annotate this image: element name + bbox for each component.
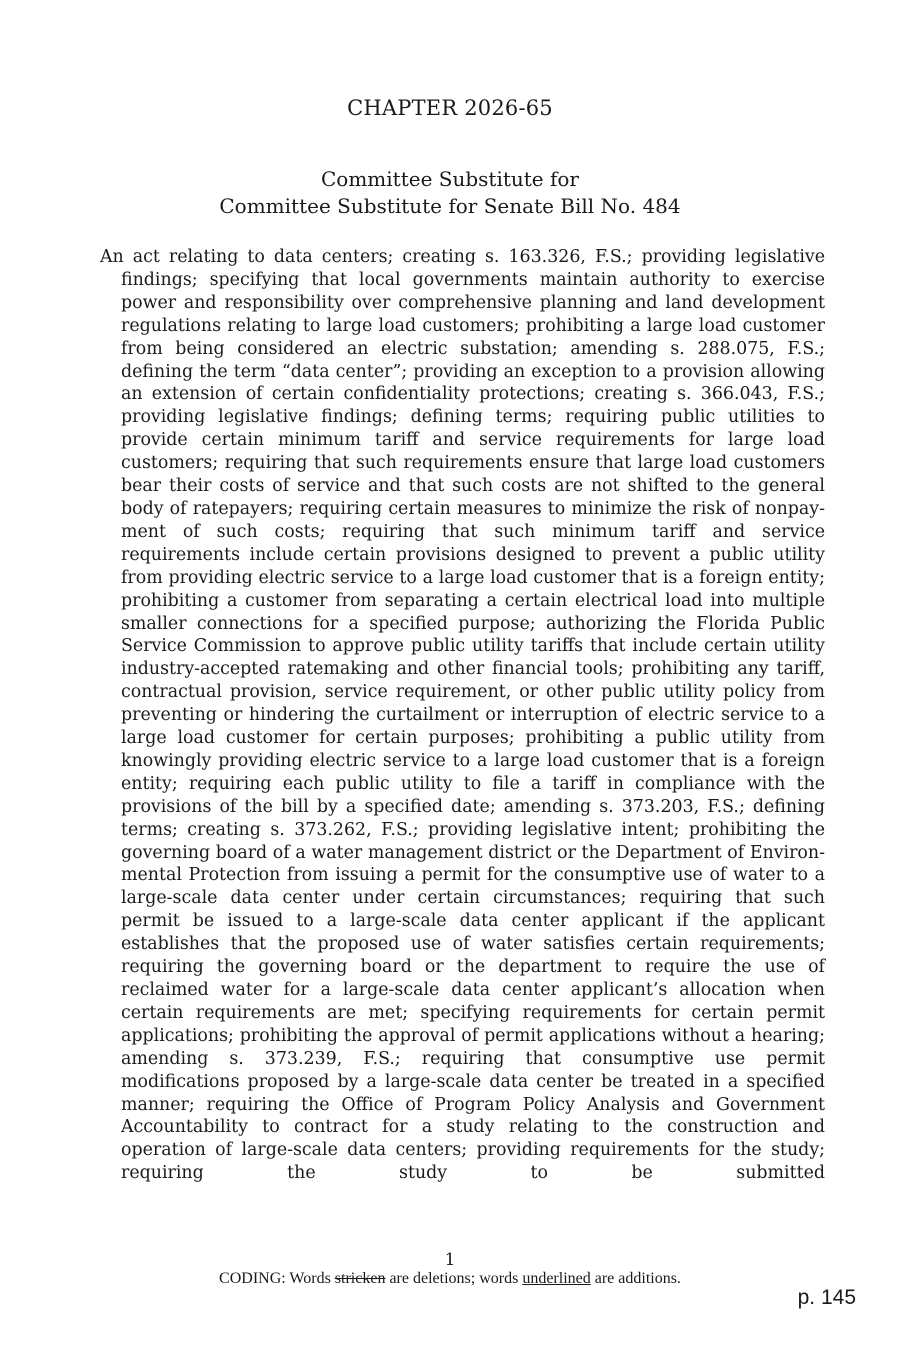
page-label: p. 145	[797, 1286, 856, 1309]
subtitle-line-1: Committee Substitute for	[320, 167, 579, 191]
coding-legend	[0, 1270, 900, 1288]
coding-middle: are deletions; words	[385, 1270, 523, 1287]
page-number: 1	[444, 1250, 456, 1270]
subtitle-line-2: Committee Substitute for Senate Bill No. 484	[219, 194, 681, 218]
coding-suffix: are additions.	[590, 1270, 681, 1287]
act-description: An act relating to data centers; creating s. 163.326, F.S.; providing legislative findings; specifying that local governments maintain authority to exercise power and responsibility over comprehensive planning and land development regulations relating to large load customers; prohibiting a large load customer from being considered an electric substation; amending s. 288.075, F.S.; defining the term “data center”; providing an exception to a provision allowing an extension of certain confidentiality protections; creating s. 366.043, F.S.; providing legislative findings; defining terms; requiring public utilities to provide certain minimum tariff and service requirements for large load customers; requiring that such requirements ensure that large load customers bear their costs of service and that such costs are not shifted to the general body of ratepayers; requiring certain measures to minimize the risk of nonpayment of such costs; requiring that such minimum tariff and service requirements include certain provisions designed to prevent a public utility from providing electric service to a large load customer that is a foreign entity; prohibiting a customer from separating a certain electrical load into multiple smaller connections for a specified purpose; authorizing the Florida Public Service Commission to approve public utility tariffs that include certain utility industry-accepted ratemaking and other financial tools; prohibiting any tariff, contractual provision, service requirement, or other public utility policy from preventing or hindering the curtailment or interruption of electric service to a large load customer for certain purposes; prohibiting a public utility from knowingly providing electric service to a large load customer that is a foreign entity; requiring each public utility to file a tariff in compliance with the provisions of the bill by a specified date; amending s. 373.203, F.S.; defining terms; creating s. 373.262, F.S.; providing legislative intent; prohibiting the governing board of a water management district or the Department of Environmental Protection from issuing a permit for the consumptive use of water to a large-scale data center under certain circumstances; requiring that such permit be issued to a large-scale data center applicant if the applicant establishes that the proposed use of water satisfies certain requirements; requiring the governing board or the department to require the use of reclaimed water for a large-scale data center applicant’s allocation when certain requirements are met; specifying requirements for certain permit applications; prohibiting the approval of permit applications without a hearing; amending s. 373.239, F.S.; requiring that consumptive use permit modifications proposed by a large-scale data center be treated in a specified manner; requiring the Office of Program Policy Analysis and Government Accountability to contract for a study relating to the construction and operation of large-scale data centers; providing requirements for the study; requiring the study to be submitted	[100, 247, 825, 1184]
chapter-heading: CHAPTER 2026-65	[347, 96, 553, 120]
coding-stricken-example: stricken	[334, 1270, 386, 1287]
coding-underlined-example: underlined	[522, 1270, 591, 1287]
bill-subtitle	[0, 166, 900, 220]
coding-prefix: CODING: Words	[219, 1270, 335, 1287]
